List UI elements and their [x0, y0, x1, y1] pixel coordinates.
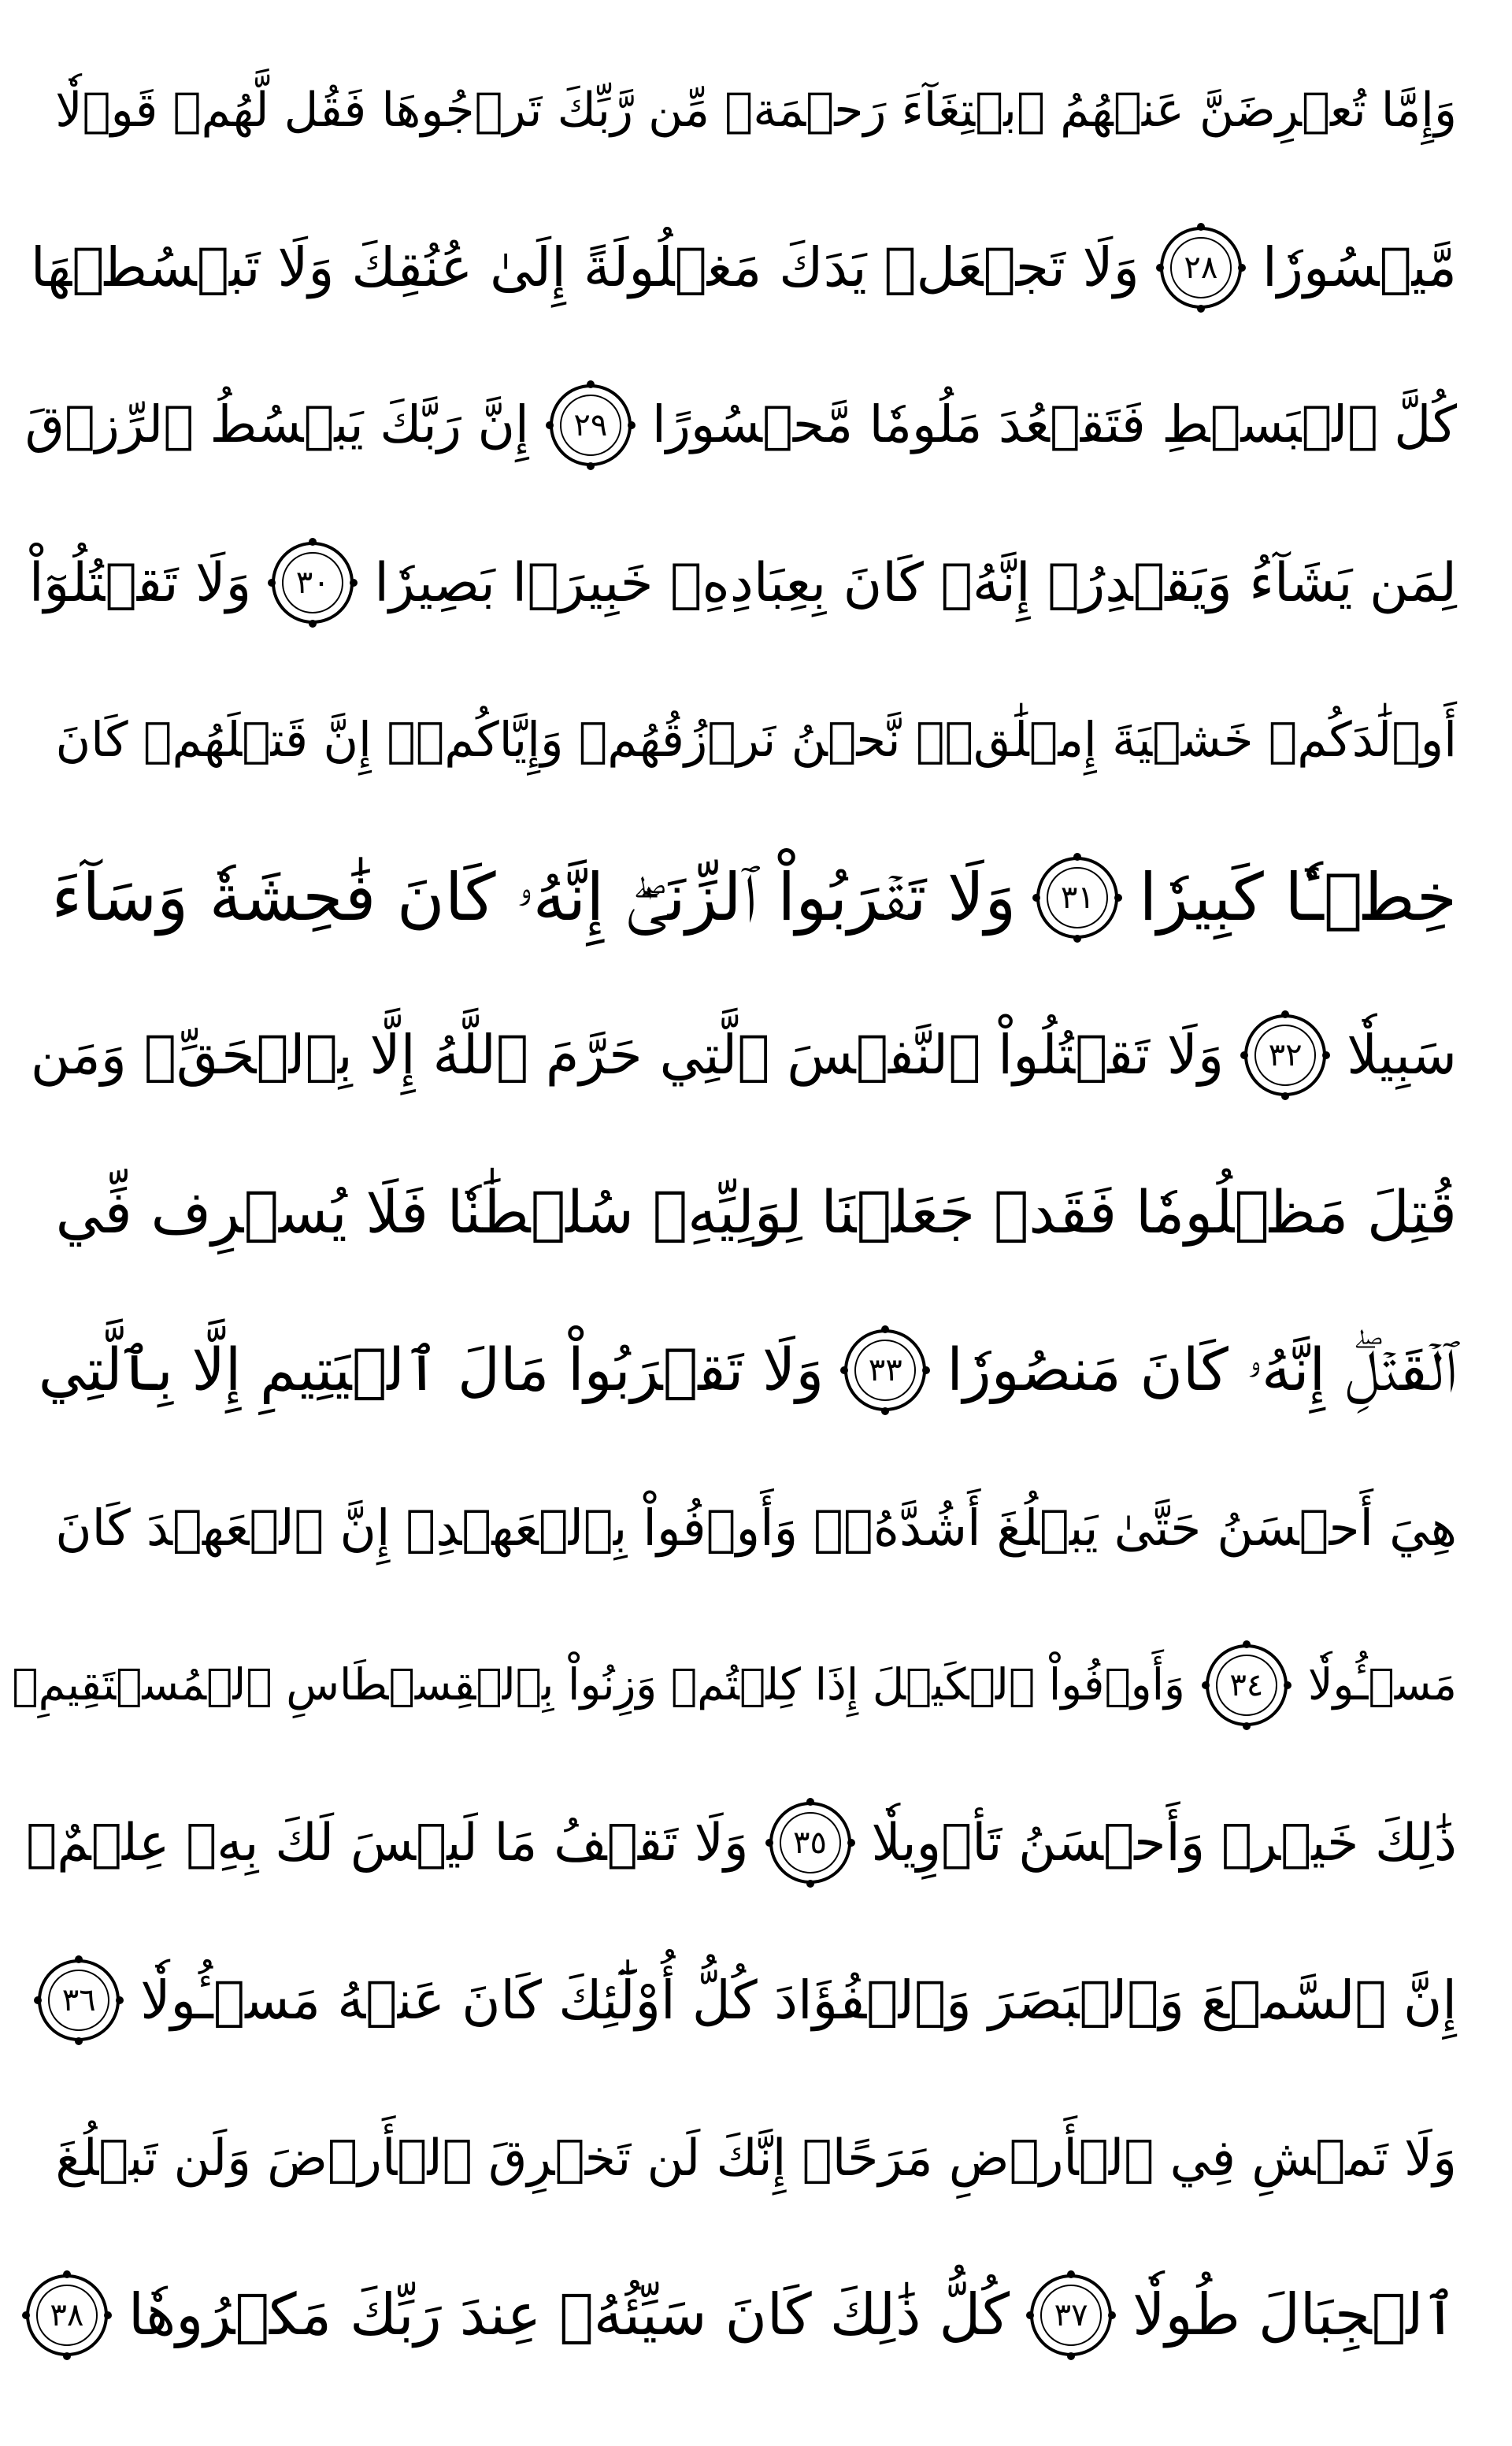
text-line	[26, 1764, 1457, 1922]
verse-text: وَلَا تَقۡرَبُواْ ٱلزِّنَىٰٓۖ إِنَّهُۥ كَانَ فَٰحِشَةٗ وَسَآءَ	[51, 859, 1017, 936]
text-line	[28, 504, 1457, 662]
ayah-number: ٣٢	[1268, 1037, 1303, 1073]
verse-text: ٱلۡجِبَالَ طُولٗا	[1132, 2282, 1457, 2348]
ayah-number: ٢٨	[1184, 250, 1218, 286]
verse-text: هِيَ أَحۡسَنُ حَتَّىٰ يَبۡلُغَ أَشُدَّهُۥۚ وَأَوۡفُواْ بِٱلۡعَهۡدِۖ إِنَّ ٱلۡعَهۡدَ كَانَ	[55, 1499, 1457, 1557]
text-line	[55, 32, 1457, 189]
verse-text: خِطۡـٔٗا كَبِيرٗا	[1139, 859, 1457, 936]
verse-text: وَلَا تَقۡتُلُواْ ٱلنَّفۡسَ ٱلَّتِي حَرَّمَ ٱللَّهُ إِلَّا بِٱلۡحَقِّۗ وَمَن	[30, 1024, 1225, 1087]
verse-text: وَلَا تَمۡشِ فِي ٱلۡأَرۡضِ مَرَحًاۖ إِنَّكَ لَن تَخۡرِقَ ٱلۡأَرۡضَ وَلَن تَبۡلُغَ	[55, 2129, 1457, 2187]
text-line	[30, 977, 1457, 1134]
ayah-number: ٣٦	[61, 1982, 96, 2018]
text-line	[12, 1607, 1457, 1764]
text-line	[50, 2237, 1457, 2394]
verse-text: وَلَا تَقۡتُلُوٓاْ	[28, 551, 252, 613]
text-line	[55, 1922, 1457, 2079]
verse-text: قُتِلَ مَظۡلُومٗا فَقَدۡ جَعَلۡنَا لِوَلِيِّهِۦ سُلۡطَٰنٗا فَلَا يُسۡرِف فِّي	[55, 1178, 1457, 1247]
ayah-number-marker	[20, 2268, 114, 2363]
ayah-number: ٣٣	[868, 1352, 902, 1388]
text-line	[55, 2079, 1457, 2237]
verse-text: وَإِمَّا تُعۡرِضَنَّ عَنۡهُمُ ٱبۡتِغَآءَ رَحۡمَةٖ مِّن رَّبِّكَ تَرۡجُوهَا فَقُل لَّهُمۡ قَوۡلٗا	[55, 83, 1457, 138]
ayah-number: ٣٥	[793, 1825, 827, 1861]
text-line	[55, 1134, 1457, 1292]
ayah-number-marker	[763, 1796, 858, 1890]
verse-text: كُلُّ ذَٰلِكَ كَانَ سَيِّئُهُۥ عِندَ رَبِّكَ مَكۡرُوهٗا	[128, 2282, 1010, 2348]
text-line	[51, 819, 1457, 977]
verse-text: أَوۡلَٰدَكُمۡ خَشۡيَةَ إِمۡلَٰقٖۖ نَّحۡنُ نَرۡزُقُهُمۡ وَإِيَّاكُمۡۚ إِنَّ قَتۡلَهُمۡ كَانَ	[55, 713, 1457, 768]
ayah-number-marker	[1199, 1638, 1294, 1733]
verse-text-block	[12, 32, 1457, 2394]
ayah-number-marker	[1154, 221, 1248, 315]
verse-text: وَلَا تَقۡرَبُواْ مَالَ ٱلۡيَتِيمِ إِلَّا بِٱلَّتِي	[38, 1336, 825, 1404]
verse-text: سَبِيلٗا	[1347, 1024, 1457, 1087]
text-line	[55, 1449, 1457, 1607]
ayah-number-marker	[838, 1323, 932, 1418]
text-line	[55, 662, 1457, 819]
ayah-number: ٣٤	[1229, 1667, 1264, 1703]
ayah-number: ٢٩	[573, 407, 608, 443]
text-line	[30, 189, 1457, 347]
ayah-number: ٣٧	[1054, 2297, 1088, 2333]
verse-text: إِنَّ ٱلسَّمۡعَ وَٱلۡبَصَرَ وَٱلۡفُؤَادَ كُلُّ أُوْلَٰٓئِكَ كَانَ عَنۡهُ مَسۡـُٔولٗا	[140, 1970, 1457, 2031]
ayah-number: ٣٨	[50, 2297, 84, 2333]
verse-text: وَلَا تَجۡعَلۡ يَدَكَ مَغۡلُولَةً إِلَىٰ عُنُقِكَ وَلَا تَبۡسُطۡهَا	[30, 236, 1140, 299]
ayah-number-marker	[32, 1953, 126, 2048]
ayah-number-marker	[1024, 2268, 1118, 2363]
verse-text: وَلَا تَقۡفُ مَا لَيۡسَ لَكَ بِهِۦ عِلۡمٌۚ	[26, 1813, 749, 1873]
ayah-number: ٣١	[1060, 880, 1095, 916]
ayah-number: ٣٠	[295, 565, 330, 601]
verse-text: ٱلۡقَتۡلِۖ إِنَّهُۥ كَانَ مَنصُورٗا	[947, 1336, 1457, 1404]
verse-text: كُلَّ ٱلۡبَسۡطِ فَتَقۡعُدَ مَلُومٗا مَّحۡسُورًا	[651, 395, 1457, 454]
verse-text: وَأَوۡفُواْ ٱلۡكَيۡلَ إِذَا كِلۡتُمۡ وَزِنُواْ بِٱلۡقِسۡطَاسِ ٱلۡمُسۡتَقِيمِۚ	[12, 1659, 1185, 1710]
verse-text: مَسۡـُٔولٗا	[1307, 1659, 1457, 1710]
ayah-number-marker	[1030, 851, 1125, 945]
ayah-number-marker	[1238, 1008, 1332, 1103]
verse-text: لِمَن يَشَآءُ وَيَقۡدِرُۚ إِنَّهُۥ كَانَ بِعِبَادِهِۦ خَبِيرَۢا بَصِيرٗا	[374, 551, 1457, 613]
ayah-number-marker	[265, 536, 360, 630]
text-line	[38, 1292, 1457, 1449]
verse-text: مَّيۡسُورٗا	[1262, 236, 1457, 299]
verse-text: إِنَّ رَبَّكَ يَبۡسُطُ ٱلرِّزۡقَ	[24, 395, 529, 454]
ayah-number-marker	[543, 378, 638, 473]
text-line	[24, 347, 1457, 504]
verse-text: ذَٰلِكَ خَيۡرٞ وَأَحۡسَنُ تَأۡوِيلٗا	[871, 1813, 1457, 1873]
